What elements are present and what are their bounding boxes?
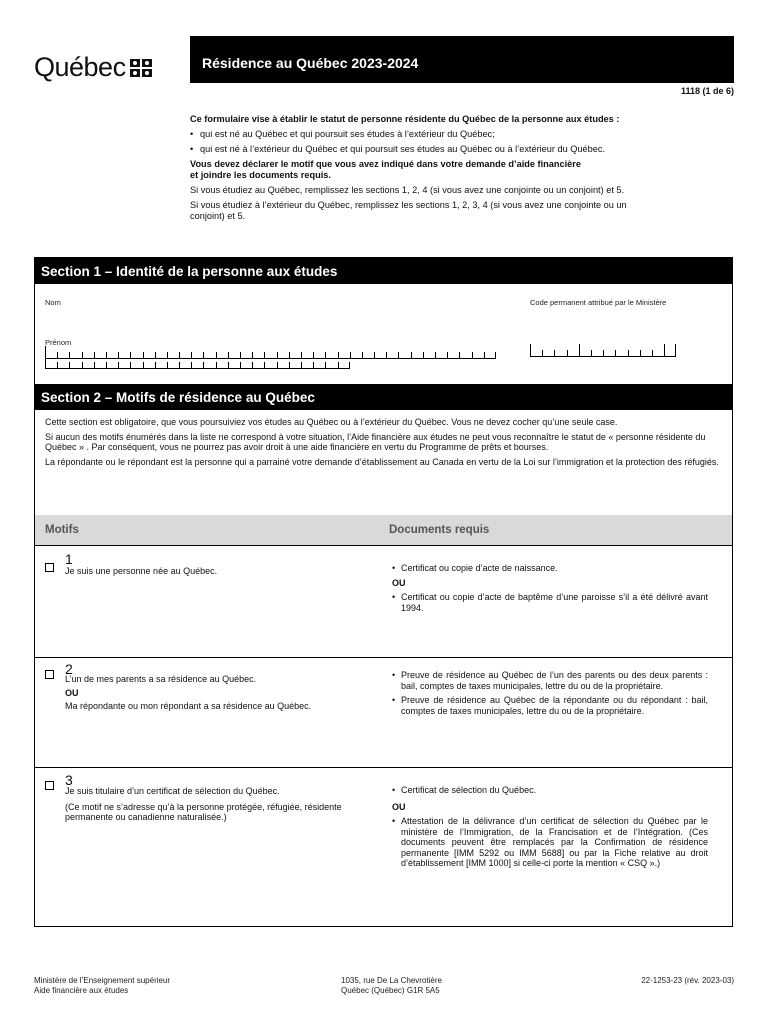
- motif-1-checkbox[interactable]: [45, 563, 54, 572]
- ou-label: OU: [392, 577, 406, 588]
- character-box[interactable]: [338, 362, 350, 368]
- character-box[interactable]: [350, 352, 362, 358]
- character-box[interactable]: [94, 362, 106, 368]
- character-box[interactable]: [203, 362, 215, 368]
- character-box[interactable]: [423, 352, 435, 358]
- motif-3-checkbox[interactable]: [45, 781, 54, 790]
- documents-list: [392, 785, 708, 869]
- character-box[interactable]: [530, 344, 542, 356]
- character-box[interactable]: [374, 352, 386, 358]
- code-permanent-label: Code permanent attribué par le Ministère: [530, 298, 667, 307]
- motif-text: [65, 674, 365, 712]
- section1-header: Section 1 – Identité de la personne aux études: [35, 258, 732, 284]
- intro-bullets: [190, 129, 710, 155]
- character-box[interactable]: [264, 362, 276, 368]
- footer-address: [341, 976, 442, 996]
- section2-paragraph: Si aucun des motifs énumérés dans la liste ne correspond à votre situation, l’Aide financière aux études ne peut vous reconnaître le statut de « personne résidente du Québec » . Par conséquent, vous ne pourrez pas avoir droit à une aide financière en vertu du Programme de prêts et bourses.: [45, 431, 706, 452]
- character-box[interactable]: [118, 362, 130, 368]
- character-box[interactable]: [411, 352, 423, 358]
- fleur-de-lis-flag-icon: [130, 59, 152, 77]
- document-item: • Attestation de la délivrance d’un certificat de sélection du Québec par le ministère de l’Immigration, de la Francisation et de l’Intégration. (Ces documents peuvent être remplacés par la Confirmation de résidence permanente [IMM 5292 ou IMM 5688] ou par la Fiche relative au droit d’établissement [IMM 1000] si celle-ci porte la mention « CSQ ».): [392, 816, 708, 869]
- character-box[interactable]: [652, 350, 664, 356]
- section2-instructions: [35, 410, 732, 515]
- motif-number: 1: [65, 551, 73, 567]
- character-box[interactable]: [386, 352, 398, 358]
- document-item: • Preuve de résidence au Québec de l’un des parents ou des deux parents : bail, comptes de taxes municipales, lettre du ou de la propriétaire.: [392, 670, 708, 691]
- character-box[interactable]: [398, 352, 410, 358]
- character-box[interactable]: [579, 344, 591, 356]
- motif-text-line: L’un de mes parents a sa résidence au Québec.: [65, 674, 257, 684]
- motif-text: [65, 786, 345, 823]
- motif-row: [35, 545, 732, 657]
- section2-paragraph: Cette section est obligatoire, que vous poursuiviez vos études au Québec ou à l’extérieur du Québec. Vous ne devez cocher qu’une seule case.: [45, 417, 618, 427]
- character-box[interactable]: [567, 350, 579, 356]
- character-box[interactable]: [435, 352, 447, 358]
- motif-row: [35, 657, 732, 767]
- character-box[interactable]: [130, 362, 142, 368]
- form-sections: [34, 257, 733, 927]
- intro-declare-line1: Vous devez déclarer le motif que vous avez indiqué dans votre demande d’aide financière: [190, 159, 581, 169]
- character-box[interactable]: [628, 350, 640, 356]
- footer-ministry-line: Aide financière aux études: [34, 986, 129, 995]
- character-box[interactable]: [484, 352, 496, 358]
- character-box[interactable]: [554, 350, 566, 356]
- section2-paragraph: La répondante ou le répondant est la personne qui a parrainé votre demande d’établissement au Canada en vertu de la Loi sur l’immigration et la protection des réfugiés.: [45, 456, 719, 467]
- col-motifs: Motifs: [45, 524, 79, 536]
- intro-text: [190, 114, 710, 226]
- character-box[interactable]: [325, 362, 337, 368]
- motif-2-checkbox[interactable]: [45, 670, 54, 679]
- character-box[interactable]: [591, 350, 603, 356]
- character-box[interactable]: [228, 362, 240, 368]
- footer-ministry-line: Ministère de l’Enseignement supérieur: [34, 976, 171, 985]
- character-box[interactable]: [447, 352, 459, 358]
- character-box[interactable]: [542, 350, 554, 356]
- ou-label: OU: [392, 801, 406, 812]
- character-box[interactable]: [216, 362, 228, 368]
- character-box[interactable]: [472, 352, 484, 358]
- quebec-logo: [34, 52, 152, 83]
- character-box[interactable]: [106, 362, 118, 368]
- character-box[interactable]: [167, 362, 179, 368]
- motifs-table-header: [35, 515, 732, 545]
- intro-note-outside: Si vous étudiez à l’extérieur du Québec, remplissez les sections 1, 2, 3, 4 (si vous avez une conjointe ou un conjoint) et 5.: [190, 200, 627, 221]
- character-box[interactable]: [664, 344, 676, 356]
- documents-list: [392, 670, 708, 716]
- motif-text: Je suis une personne née au Québec.: [65, 566, 218, 576]
- character-box[interactable]: [301, 362, 313, 368]
- prenom-label: Prénom: [45, 338, 72, 347]
- prenom-field[interactable]: [45, 356, 350, 369]
- col-documents: Documents requis: [389, 524, 490, 536]
- character-box[interactable]: [252, 362, 264, 368]
- document-item: • Certificat de sélection du Québec.: [392, 785, 708, 796]
- character-box[interactable]: [240, 362, 252, 368]
- character-box[interactable]: [362, 352, 374, 358]
- character-box[interactable]: [615, 350, 627, 356]
- form-number: 1118 (1 de 6): [680, 86, 734, 96]
- footer-ministry: [34, 976, 170, 996]
- character-box[interactable]: [143, 362, 155, 368]
- motif-text-line: Je suis titulaire d’un certificat de sélection du Québec.: [65, 786, 280, 796]
- section2-header: Section 2 – Motifs de résidence au Québec: [35, 384, 732, 410]
- character-box[interactable]: [191, 362, 203, 368]
- character-box[interactable]: [640, 350, 652, 356]
- section1-body: [35, 284, 732, 384]
- document-item: • Preuve de résidence au Québec de la répondante ou du répondant : bail, comptes de taxes municipales, lettre du ou de la propriétaire.: [392, 695, 708, 716]
- ou-label: OU: [65, 687, 79, 698]
- intro-declare-line2: et joindre les documents requis.: [190, 170, 331, 180]
- document-item: • Certificat ou copie d’acte de naissance.: [392, 563, 708, 574]
- motif-text-line: Ma répondante ou mon répondant a sa résidence au Québec.: [65, 701, 312, 711]
- logo-text: Québec: [34, 52, 126, 82]
- motif-row: [35, 767, 732, 928]
- character-box[interactable]: [179, 362, 191, 368]
- character-box[interactable]: [45, 356, 57, 368]
- character-box[interactable]: [277, 362, 289, 368]
- intro-lead: Ce formulaire vise à établir le statut de personne résidente du Québec de la personne aux études :: [190, 114, 620, 124]
- intro-bullet: • qui est né à l’extérieur du Québec et qui poursuit ses études au Québec ou à l’extérieur du Québec.: [190, 144, 710, 155]
- footer-form-code: 22-1253-23 (rév. 2023-03): [641, 976, 734, 985]
- motif-number: 3: [65, 772, 73, 788]
- nom-label: Nom: [45, 298, 61, 307]
- character-box[interactable]: [69, 362, 81, 368]
- intro-declare: [190, 159, 710, 181]
- intro-bullet: • qui est né au Québec et qui poursuit ses études à l’extérieur du Québec;: [190, 129, 710, 140]
- footer-address-line: 1035, rue De La Chevrotière: [341, 976, 442, 985]
- document-item: • Certificat ou copie d’acte de baptême d’une paroisse s’il a été délivré avant 1994.: [392, 592, 708, 613]
- character-box[interactable]: [459, 352, 471, 358]
- character-box[interactable]: [155, 362, 167, 368]
- form-title: Résidence au Québec 2023-2024: [202, 55, 419, 71]
- character-box[interactable]: [82, 362, 94, 368]
- motif-note: (Ce motif ne s’adresse qu’à la personne protégée, réfugiée, résidente permanente ou canadienne naturalisée.): [65, 801, 342, 822]
- character-box[interactable]: [289, 362, 301, 368]
- character-box[interactable]: [313, 362, 325, 368]
- code-permanent-field[interactable]: [530, 344, 676, 357]
- footer-address-line: Québec (Québec) G1R 5A5: [341, 986, 440, 995]
- character-box[interactable]: [57, 362, 69, 368]
- form-title-bar: [190, 36, 734, 83]
- motif-number: 2: [65, 661, 73, 677]
- intro-note-quebec: Si vous étudiez au Québec, remplissez les sections 1, 2, 4 (si vous avez une conjointe ou un conjoint) et 5.: [190, 185, 625, 195]
- documents-list: [392, 563, 708, 613]
- character-box[interactable]: [603, 350, 615, 356]
